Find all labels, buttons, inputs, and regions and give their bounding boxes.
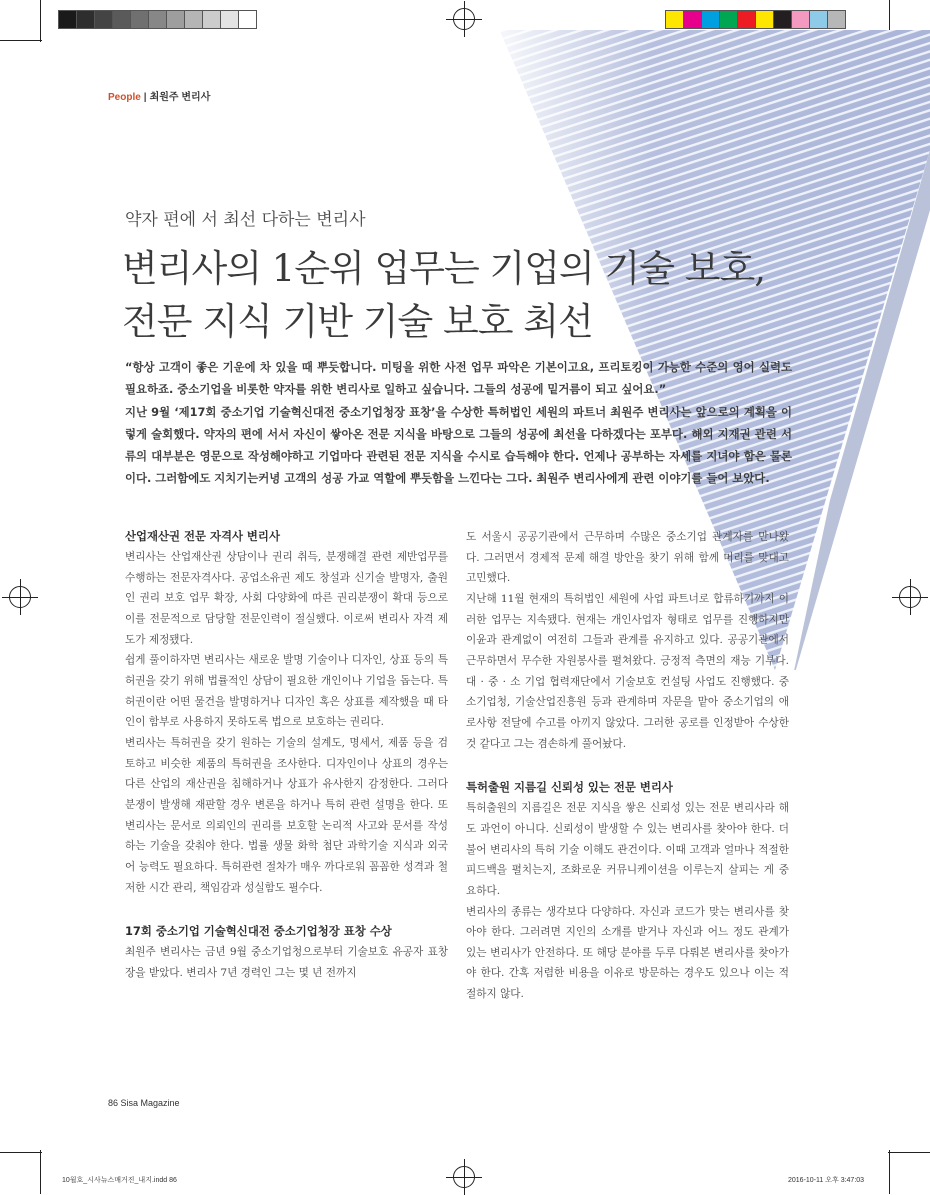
page-folio: 86 Sisa Magazine [108,1098,180,1108]
body-paragraph: 변리사는 특허권을 갖기 원하는 기술의 설계도, 명세서, 제품 등을 검토하고 비슷한 제품의 특허권을 조사한다. 디자인이나 상표의 경우는 다른 산업의 재산권을 침해하거나 상표가 유사한지 감정한다. 그러다 분쟁이 발생해 재판할 경우 변론을 하거나 특허 관련 설명을 한다. 또 변리사는 문서로 의뢰인의 권리를 보호할 논리적 사고와 문서를 작성하는 기술을 갖춰야 한다. 법률 생물 화학 첨단 과학기술 지식과 외국어 능력도 필요하다. 특허관련 절차가 매우 까다로워 꼼꼼한 성격과 철저한 시간 관리, 책임감과 성실함도 필수다. [125,736,448,894]
color-swatch [94,10,113,29]
color-swatch [112,10,131,29]
registration-mark [453,8,475,30]
section-heading: 산업재산권 전문 자격사 변리사 [125,529,280,543]
body-paragraph: 변리사의 종류는 생각보다 다양하다. 자신과 코드가 맞는 변리사를 찾아야 한다. 그러려면 지인의 소개를 받거나 자신과 어느 정도 관계가 있는 변리사가 안전하다. 또 해당 분야를 두루 다뤄본 변리사를 찾아가야 한다. 간혹 저렴한 비용을 이유로 방문하는 경우도 있으나 이는 적절하지 않다. [466,905,789,1001]
body-paragraph: 변리사는 산업재산권 상담이나 권리 취득, 분쟁해결 관련 제반업무를 수행하는 전문자격사다. 공업소유권 제도 창설과 신기술 발명자, 출원인 권리 보호 업무 확장, 사회 다양화에 따른 권리분쟁이 확대 등으로 이를 전문적으로 담당할 전문인력이 절실했다. 이로써 변리사 자격 제도가 제정됐다. [125,551,448,646]
color-swatch [76,10,95,29]
body-paragraph: 최원주 변리사는 금년 9월 중소기업청으로부터 기술보호 유공자 표창장을 받았다. 변리사 7년 경력인 그는 몇 년 전까지 [125,946,448,979]
color-swatch [166,10,185,29]
article-subtitle: 약자 편에 서 최선 다하는 변리사 [125,210,366,230]
section-heading: 17회 중소기업 기술혁신대전 중소기업청장 표창 수상 [125,924,392,939]
color-swatch [148,10,167,29]
lead-quote: “항상 고객이 좋은 기운에 차 있을 때 뿌듯합니다. 미팅을 위한 사전 업무 파악은 기본이고요, 프리토킹이 가능한 수준의 영어 실력도 필요하죠. 중소기업을 비롯한 약자를 위한 변리사로 일하고 싶습니다. 그들의 성공에 밑거름이 되고 싶어요.” [125,360,792,397]
body-paragraph: 쉽게 풀이하자면 변리사는 새로운 발명 기술이나 디자인, 상표 등의 특허권을 갖기 위해 법률적인 상담이 필요한 개인이나 기업을 돕는다. 특허권이란 어떤 물건을 발명하거나 디자인 혹은 상표를 제작했을 때 타인이 함부로 사용하지 못하도록 법으로 보호하는 권리다. [125,654,448,729]
color-swatch [827,10,846,29]
color-swatch [58,10,77,29]
section-separator: | [143,92,147,103]
crop-mark [0,40,42,41]
lead-intro: 지난 9월 ‘제17회 중소기업 기술혁신대전 중소기업청장 표창’을 수상한 특허법인 세원의 파트너 최원주 변리사는 앞으로의 계획을 이렇게 술회했다. 약자의 편에 서서 자신이 쌓아온 전문 지식을 바탕으로 그들의 성공에 최선을 다하겠다는 포부다. 해외 지재권 관련 서류의 대부분은 영문으로 작성해야하고 기업마다 관련된 전문 지식을 수시로 습득해야 한다. 언제나 공부하는 자세를 지녀야 함은 물론이다. 그러함에도 지치기는커녕 고객의 성공 가교 역할에 뿌듯함을 느낀다는 그다. 최원주 변리사에게 관련 이야기를 들어 보았다. [125,404,792,486]
color-swatch [701,10,720,29]
color-swatch [202,10,221,29]
registration-mark [453,1166,475,1188]
color-swatch [130,10,149,29]
color-swatch [737,10,756,29]
color-swatch [791,10,810,29]
color-swatch [809,10,828,29]
timestamp-slug: 2016-10-11 오후 3:47:03 [788,1177,865,1184]
crop-mark [889,1150,890,1194]
crop-mark [40,1150,41,1194]
color-swatch [184,10,203,29]
section-label: People [108,92,141,103]
gray-color-bar [58,10,256,29]
registration-mark [9,586,31,608]
color-swatch [683,10,702,29]
body-paragraph: 특허출원의 지름길은 전문 지식을 쌓은 신뢰성 있는 전문 변리사라 해도 과언이 아니다. 신뢰성이 발생할 수 있는 변리사를 찾아야 한다. 더불어 변리사의 특허 기술 이해도 관건이다. 이때 고객과 얼마나 적절한 피드백을 펼치는지, 조화로운 커뮤니케이션을 이루는지 살피는 게 중요하다. [466,802,789,897]
crop-mark [40,0,41,42]
lead-paragraph [125,356,792,490]
body-paragraph: 지난해 11월 현재의 특허법인 세원에 사업 파트너로 합류하기까지 이러한 업무는 지속됐다. 현재는 개인사업자 형태로 업무를 진행하지만 이윤과 관계없이 여전히 그들과 관계를 유지하고 있다. 공공기관에서 근무하면서 무수한 자원봉사를 펼쳐왔다. 긍정적 측면의 재능 기부다. 대 · 중 · 소 기업 협력재단에서 기술보호 컨설팅 사업도 진행했다. 중소기업청, 기술산업진흥원 등과 관계하며 자문을 맡아 중소기업의 애로사항 전달에 수고를 아끼지 않았다. 그러한 공로를 인정받아 수상한 것 같다고 그는 겸손하게 풀어놨다. [466,592,789,750]
article-title-line-1: 변리사의 1순위 업무는 기업의 기술 보호, [122,247,765,290]
article-title-line-2: 전문 지식 기반 기술 보호 최선 [122,300,593,343]
crop-mark [0,1152,42,1153]
process-color-bar [665,10,845,29]
color-swatch [220,10,239,29]
color-swatch [773,10,792,29]
section-tag [108,88,210,103]
left-column [125,525,448,983]
color-swatch [755,10,774,29]
body-paragraph: 도 서울시 공공기관에서 근무하며 수많은 중소기업 관계자를 만나왔다. 그러면서 경제적 문제 해결 방안을 찾기 위해 함께 머리를 맞대고 고민했다. [466,531,789,585]
color-swatch [719,10,738,29]
right-column [466,527,789,1005]
section-person: 최원주 변리사 [149,92,211,103]
section-heading: 특허출원 지름길 신뢰성 있는 전문 변리사 [466,780,673,795]
color-swatch [238,10,257,29]
crop-mark [888,1152,930,1153]
file-slug: 10월호_시사뉴스매거진_내지.indd 86 [62,1177,177,1184]
color-swatch [665,10,684,29]
